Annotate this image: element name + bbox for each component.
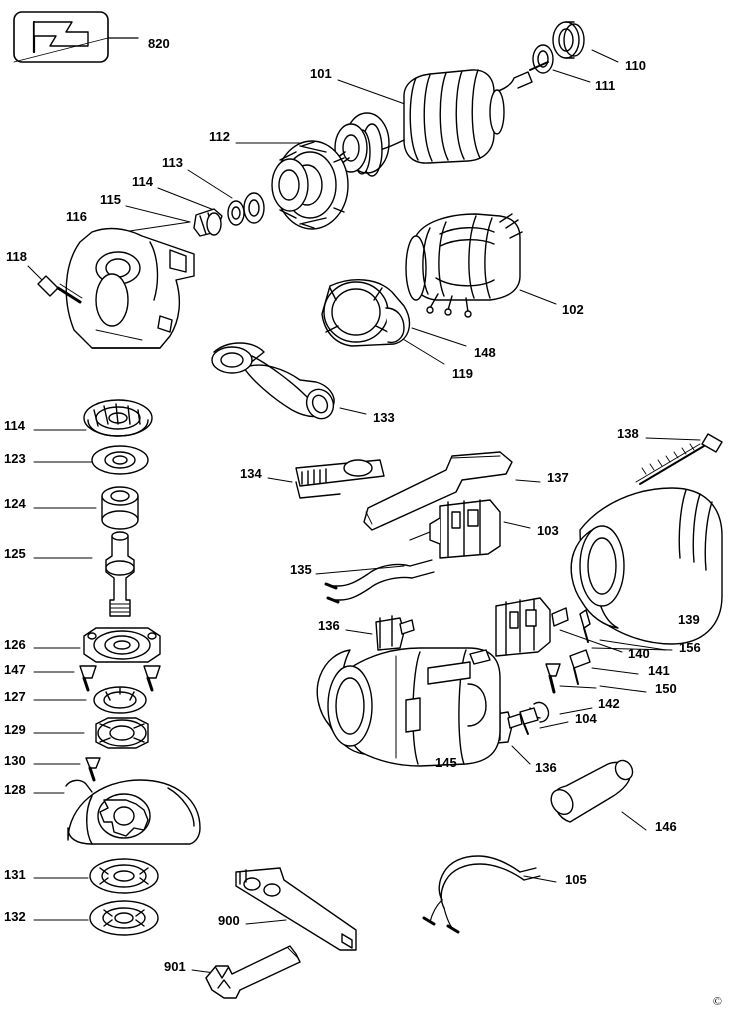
- part-102-field-stator: [406, 214, 556, 317]
- callout-119: 119: [452, 366, 473, 381]
- callout-820: 820: [148, 36, 170, 51]
- callout-103: 103: [537, 523, 559, 538]
- part-146-grip: [547, 757, 646, 830]
- callout-126: 126: [4, 637, 26, 652]
- part-125-spindle: [34, 532, 134, 616]
- part-128-wheel-guard: [34, 780, 200, 844]
- callout-900: 900: [218, 913, 240, 928]
- callout-147: 147: [4, 662, 26, 677]
- callout-156: 156: [679, 640, 701, 655]
- part-129-flange: [34, 718, 148, 748]
- callout-133: 133: [373, 410, 395, 425]
- part-133-side-handle: [212, 343, 366, 423]
- part-132-outer-flange: [34, 901, 158, 935]
- part-134-brush-holder: [268, 460, 384, 498]
- callout-138: 138: [617, 426, 639, 441]
- part-135-leads: [316, 560, 434, 602]
- part-110-bearing: [553, 22, 618, 62]
- callout-101: 101: [310, 66, 332, 81]
- callout-142: 142: [598, 696, 620, 711]
- part-124-bearing: [34, 487, 138, 529]
- callout-140: 140: [628, 646, 650, 661]
- callout-127: 127: [4, 689, 26, 704]
- callout-105: 105: [565, 872, 587, 887]
- callout-129: 129: [4, 722, 26, 737]
- callout-110: 110: [625, 58, 646, 73]
- callout-131: 131: [4, 867, 26, 882]
- callout-150: 150: [655, 681, 677, 696]
- part-114-gear: [34, 400, 152, 436]
- callout-123: 123: [4, 451, 26, 466]
- callout-146: 146: [655, 819, 677, 834]
- callout-130: 130: [4, 753, 26, 768]
- part-900-wrench-plate: [236, 868, 356, 950]
- part-101-armature: [316, 62, 548, 183]
- callout-137: 137: [547, 470, 569, 485]
- callout-901: 901: [164, 959, 186, 974]
- copyright-symbol: ©: [712, 994, 722, 1008]
- callout-113: 113: [162, 155, 183, 170]
- part-116-gear-case: [66, 222, 194, 348]
- part-126-gear-case-cover: [34, 628, 160, 662]
- callout-114-left: 114: [4, 418, 25, 433]
- callout-135: 135: [290, 562, 312, 577]
- callout-114-top: 114: [132, 174, 153, 189]
- callout-141: 141: [648, 663, 670, 678]
- callout-111: 111: [595, 78, 616, 93]
- callout-136-right: 136: [535, 760, 557, 775]
- callout-139: 139: [678, 612, 700, 627]
- callout-128: 128: [4, 782, 26, 797]
- callout-136-left: 136: [318, 618, 340, 633]
- callout-134: 134: [240, 466, 262, 481]
- callout-125: 125: [4, 546, 26, 561]
- callout-104: 104: [575, 711, 597, 726]
- part-145-motor-housing: [317, 648, 500, 766]
- part-103-switch: [410, 500, 530, 558]
- part-138-long-screw: [636, 434, 722, 484]
- part-115-pinion: [126, 206, 222, 236]
- callout-116: 116: [66, 209, 87, 224]
- part-127-retaining-ring: [34, 687, 146, 713]
- callout-112: 112: [209, 129, 230, 144]
- callout-118: 118: [6, 249, 27, 264]
- part-901-spanner: [192, 946, 300, 998]
- callout-132: 132: [4, 909, 26, 924]
- callout-124: 124: [4, 496, 26, 511]
- part-136-brush-holder-left: [346, 616, 414, 650]
- part-820-flag-box: [14, 12, 138, 62]
- part-123-washer: [34, 446, 148, 474]
- part-105-cord: [424, 856, 556, 932]
- part-131-inner-flange: [34, 859, 158, 893]
- part-130-screw: [34, 758, 100, 780]
- part-147-screws: [34, 666, 160, 690]
- callout-148: 148: [474, 345, 496, 360]
- callout-145: 145: [435, 755, 457, 770]
- callout-102: 102: [562, 302, 584, 317]
- callout-115: 115: [100, 192, 121, 207]
